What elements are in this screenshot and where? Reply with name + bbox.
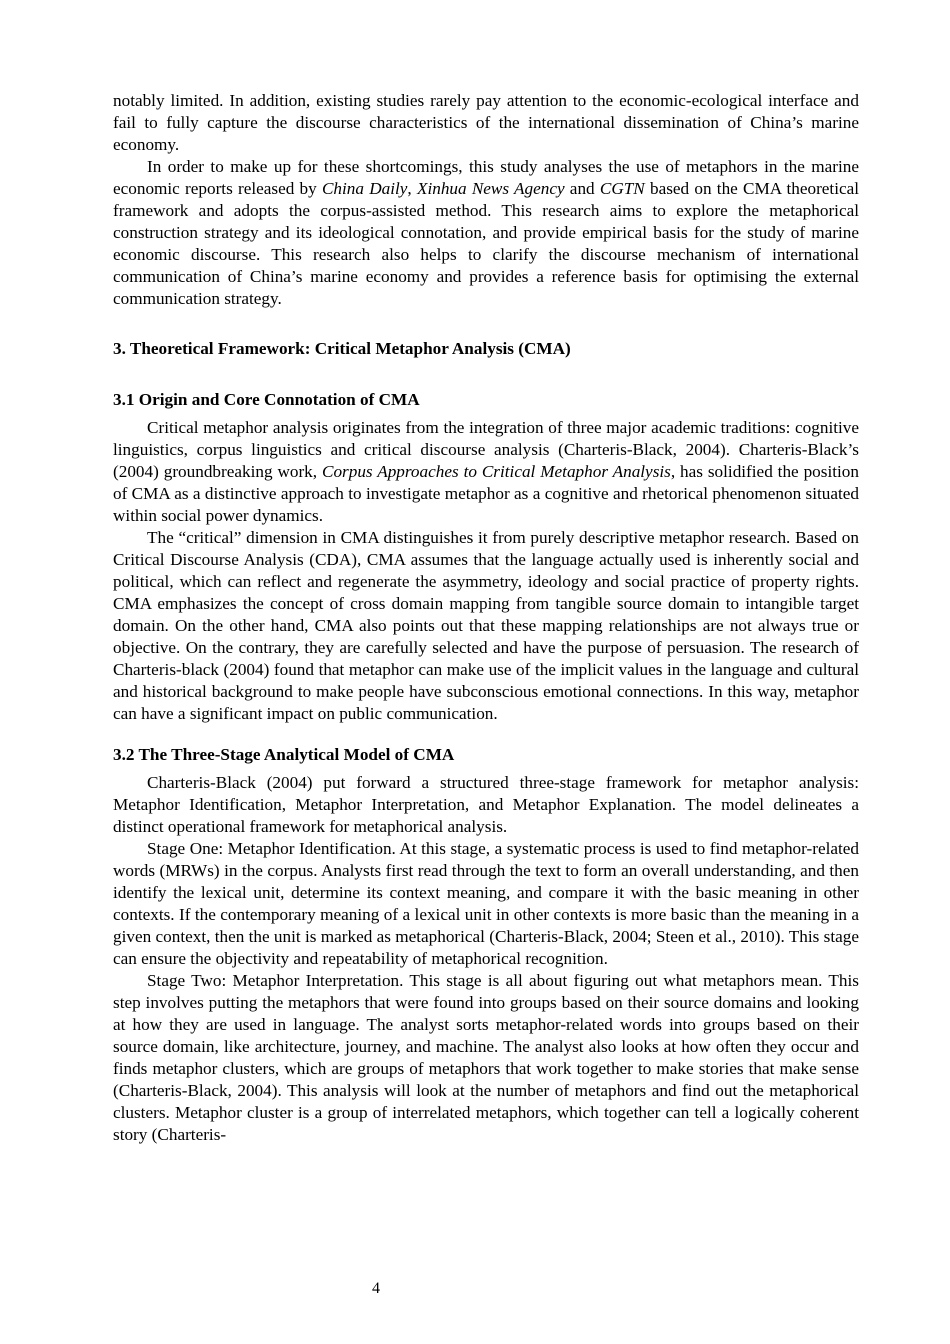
section-3-2-paragraph-1: Charteris-Black (2004) put forward a structured three-stage framework for metaphor analysis: Metaphor Identification, Metaphor Interpretation, and Metaphor Explanation. The model delineates a distinct operational framework for metaphorical analysis. xyxy=(113,773,859,836)
page-body xyxy=(113,90,859,1146)
separator: , xyxy=(407,179,417,198)
section-3-heading: 3. Theoretical Framework: Critical Metaphor Analysis (CMA) xyxy=(113,339,571,358)
source-xinhua: Xinhua News Agency xyxy=(416,179,565,198)
section-3-2-paragraph-2: Stage One: Metaphor Identification. At this stage, a systematic process is used to find metaphor-related words (MRWs) in the corpus. Analysts first read through the text to form an overall understanding, and then identify the lexical unit, determine its context meaning, and compare it with the basic meaning in other contexts. If the contemporary meaning of a lexical unit in other contexts is more basic than the meaning in a given context, then the unit is marked as metaphorical (Charteris-Black, 2004; Steen et al., 2010). This stage can ensure the objectivity and repeatability of metaphorical recognition. xyxy=(113,839,859,968)
section-3-1-paragraph-1-text-a: Critical metaphor analysis originates from the integration of three major academic traditions: cognitive linguistics, corpus linguistics and critical discourse analysis (Charteris-Black, 2004). Charteris-Black’s (2004) groundbreaking work, xyxy=(113,418,859,481)
section-3-2-heading: 3.2 The Three-Stage Analytical Model of CMA xyxy=(113,745,455,764)
intro-paragraph-2 xyxy=(113,156,859,310)
section-3-1-paragraph-1-text-b: , has solidified the position of CMA as a distinctive approach to investigate metaphor as a cognitive and rhetorical phenomenon situated within social power dynamics. xyxy=(113,462,859,525)
section-3-1-paragraph-2: The “critical” dimension in CMA distinguishes it from purely descriptive metaphor research. Based on Critical Discourse Analysis (CDA), CMA assumes that the language actually used is inherently social and political, which can reflect and regenerate the asymmetry, ideology and social practice of property rights. CMA emphasizes the concept of cross domain mapping from tangible source domain to intangible target domain. On the other hand, CMA also points out that these mapping relationships are not always true or objective. On the contrary, they are carefully selected and have the purpose of persuasion. The research of Charteris-black (2004) found that metaphor can make use of the implicit values in the language and cultural and historical background to make people have subconscious emotional connections. In this way, metaphor can have a significant impact on public communication. xyxy=(113,528,859,723)
conjunction: and xyxy=(564,179,600,198)
section-3-2-paragraph-3: Stage Two: Metaphor Interpretation. This stage is all about figuring out what metaphors mean. This step involves putting the metaphors that were found into groups based on their source domains and looking at how they are used in language. The analyst sorts metaphor-related words into groups based on their source domain, like architecture, journey, and machine. The analyst also looks at how often they occur and finds metaphor clusters, which are groups of metaphors that work together to make stories that make sense (Charteris-Black, 2004). This analysis will look at the number of metaphors and find out the metaphorical clusters. Metaphor cluster is a group of interrelated metaphors, which together can tell a logically coherent story (Charteris- xyxy=(113,971,859,1144)
source-china-daily: China Daily xyxy=(321,179,408,198)
intro-paragraph-2-text-b: based on the CMA theoretical framework and adopts the corpus-assisted method. This research aims to explore the metaphorical construction strategy and its ideological connotation, and provide empirical basis for the study of marine economic discourse. This research also helps to clarify the discourse mechanism of international communication of China’s marine economy and provides a reference basis for optimising the external communication strategy. xyxy=(113,179,860,308)
source-cgtn: CGTN xyxy=(599,179,645,198)
intro-paragraph-1-text: notably limited. In addition, existing studies rarely pay attention to the economic-ecological interface and fail to fully capture the discourse characteristics of the international dissemination of China’s marine economy. xyxy=(113,91,859,154)
section-3-1-heading: 3.1 Origin and Core Connotation of CMA xyxy=(113,390,420,409)
intro-paragraph-1 xyxy=(113,90,859,156)
intro-paragraph-2-text-a: In order to make up for these shortcomings, this study analyses the use of metaphors in the marine economic reports released by xyxy=(113,157,859,198)
page-number: 4 xyxy=(372,1280,380,1297)
section-3-1-paragraph-1 xyxy=(113,417,859,527)
book-title: Corpus Approaches to Critical Metaphor Analysis xyxy=(321,462,671,481)
